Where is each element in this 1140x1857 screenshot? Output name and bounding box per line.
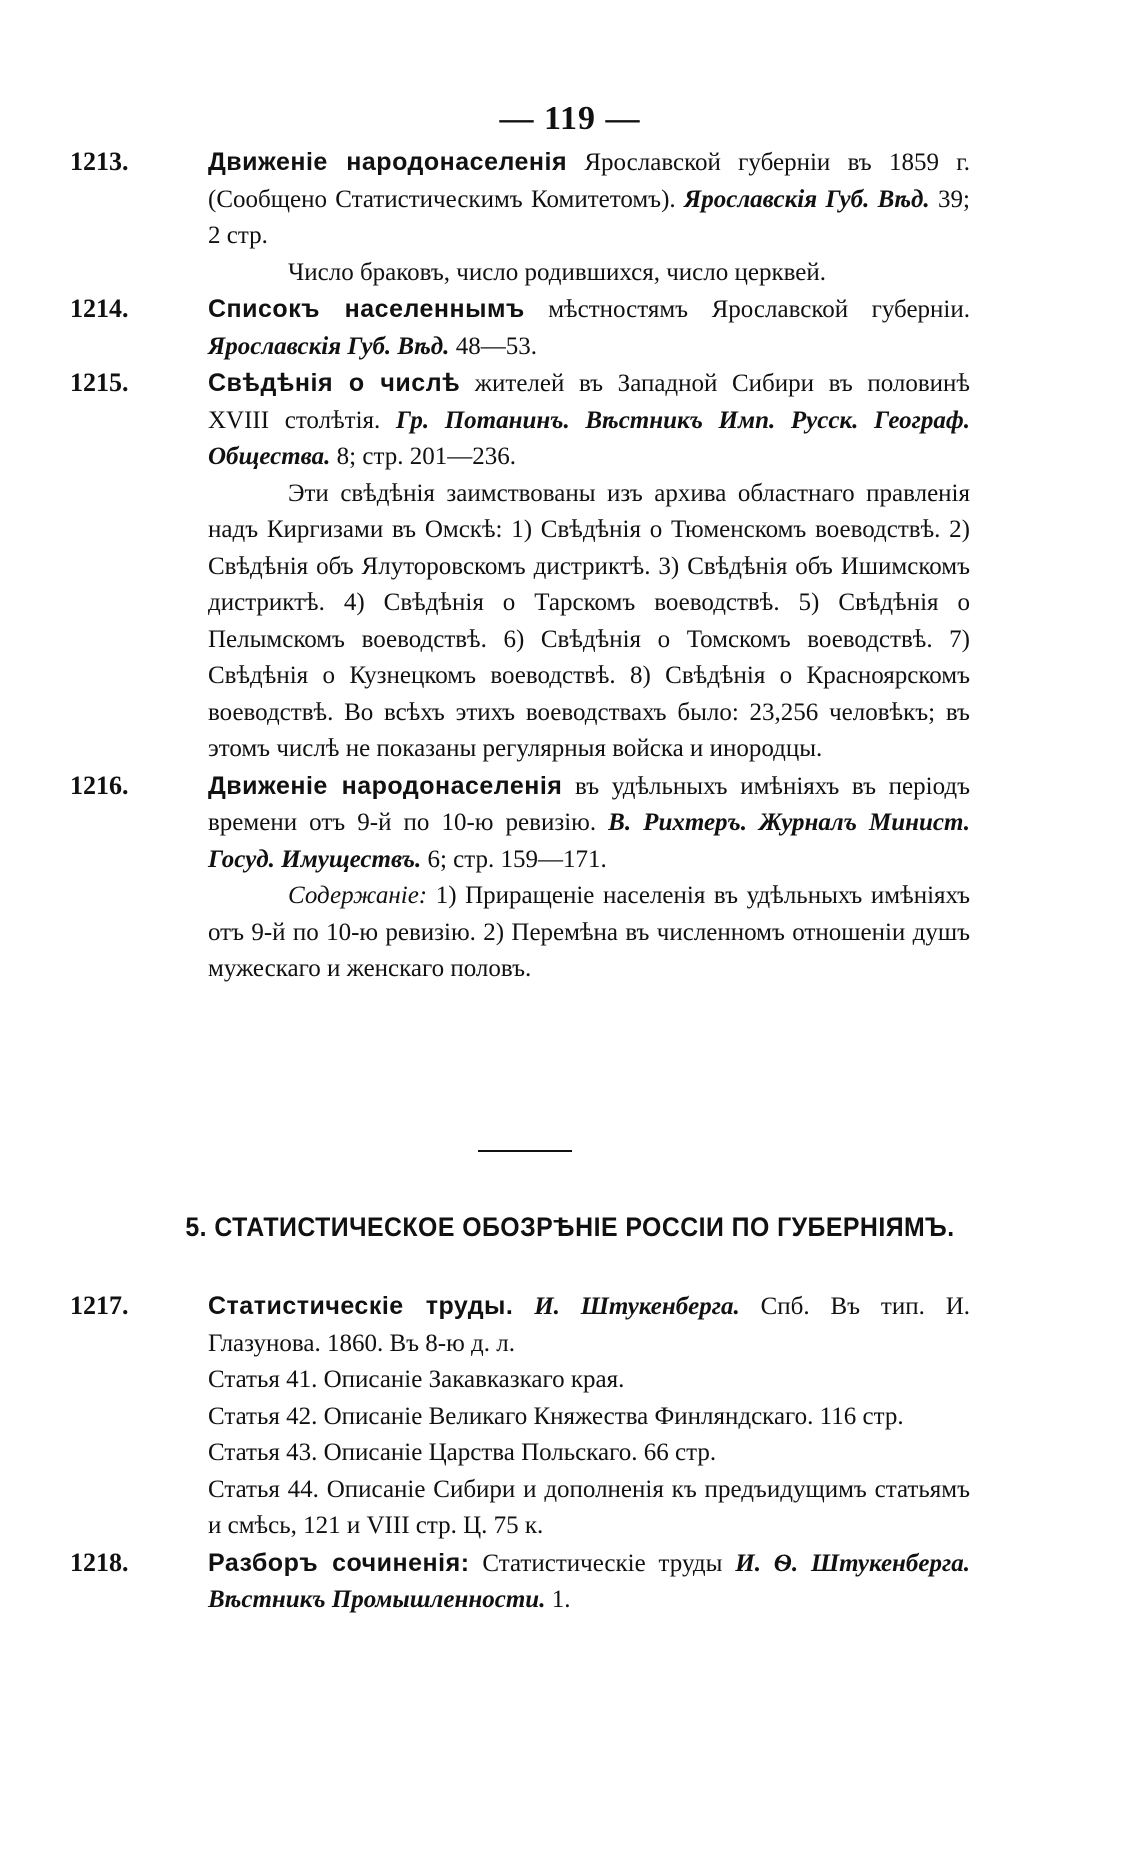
- entry-1218: [70, 1545, 970, 1619]
- entry-contents: [208, 878, 970, 988]
- entry-item: Статья 44. Описаніе Сибири и дополненія къ предъидущимъ статьямъ и смѣсь, 121 и VIII стр. Ц. 75 к.: [208, 1475, 970, 1539]
- entry-text: мѣстностямъ Ярославской губерніи.: [524, 296, 970, 323]
- bibliography-entries-upper: [70, 144, 970, 988]
- entry-1216: [70, 768, 970, 988]
- page-number: — 119 —: [499, 100, 641, 137]
- entry-note: Эти свѣдѣнія заимствованы изъ архива областнаго правленія надъ Киргизами въ Омскѣ: 1) Свѣдѣнія о Тюменскомъ воеводствѣ. 2) Свѣдѣнія объ Ялуторовскомъ дистриктѣ. 3) Свѣдѣнія объ Ишимскомъ дистриктѣ. 4) Свѣдѣнія о Тарскомъ воеводствѣ. 5) Свѣдѣнія о Пелымскомъ воеводствѣ. 6) Свѣдѣнія о Томскомъ воеводствѣ. 7) Свѣдѣнія о Кузнецкомъ воеводствѣ. 8) Свѣдѣнія о Красноярскомъ воеводствѣ. Во всѣхъ этихъ воеводствахъ было: 23,256 человѣкъ; въ этомъ числѣ не показаны регулярныя войска и инородцы.: [208, 479, 970, 762]
- entry-title: Списокъ населеннымъ: [208, 295, 525, 323]
- entry-title: Движеніе народонаселенія: [208, 771, 563, 800]
- entry-title: Статистическіе труды.: [208, 1292, 514, 1320]
- entry-pages: 39; 2 стр.: [208, 185, 970, 249]
- entry-source: Ярославскія Губ. Вѣд.: [208, 332, 450, 360]
- entry-number: 1216.: [70, 770, 129, 800]
- entry-text: жителей въ Западной Сибири въ половинѣ XVIII столѣтія.: [208, 370, 970, 434]
- entry-pages: 8; стр. 201—236.: [330, 443, 516, 470]
- contents-label: Содержаніе:: [288, 882, 428, 909]
- entry-source: Ярославскія Губ. Вѣд.: [684, 185, 930, 213]
- entry-number: 1217.: [70, 1291, 129, 1320]
- contents-text: 1) Приращеніе населенія въ удѣльныхъ имѣніяхъ отъ 9-й по 10-ю ревизію. 2) Перемѣна въ численномъ отношеніи душъ мужескаго и женскаго половъ.: [208, 882, 970, 982]
- entry-number: 1214.: [70, 294, 129, 323]
- entry-text: Статистическіе труды: [469, 1549, 736, 1577]
- entry-1215: [70, 365, 970, 768]
- entry-source: И. Ѳ. Штукенберга. Вѣстникъ Промышленности.: [208, 1549, 970, 1613]
- entry-title: Разборъ сочиненія:: [208, 1548, 470, 1577]
- entry-number: 1215.: [70, 368, 129, 397]
- section-divider: [478, 1150, 572, 1152]
- entry-1213: [70, 144, 970, 291]
- entry-source: В. Рихтеръ. Журналъ Минист. Госуд. Имуществъ.: [208, 809, 970, 873]
- entry-pages: 1.: [545, 1586, 571, 1613]
- entry-note: Число браковъ, число родившихся, число церквей.: [288, 258, 826, 286]
- entry-item: Статья 42. Описаніе Великаго Княжества Финляндскаго. 116 стр.: [208, 1402, 904, 1430]
- entry-publication: Спб. Въ тип. И. Глазунова. 1860. Въ 8-ю д. л.: [208, 1293, 970, 1357]
- bibliography-entries-lower: [70, 1288, 970, 1619]
- entry-item: Статья 43. Описаніе Царства Польскаго. 66 стр.: [208, 1439, 717, 1466]
- entry-pages: 6; стр. 159—171.: [421, 845, 607, 873]
- entry-number: 1213.: [70, 147, 129, 176]
- entry-pages: 48—53.: [449, 332, 537, 360]
- entry-1214: [70, 291, 970, 365]
- section-heading: 5. СТАТИСТИЧЕСКОЕ ОБОЗРѢНІЕ РОССІИ ПО ГУБЕРНІЯМЪ.: [185, 1212, 955, 1242]
- entry-item: Статья 41. Описаніе Закавказкаго края.: [208, 1366, 625, 1393]
- entry-text: Ярославской губерніи въ 1859 г. (Сообщено Статистическимъ Комитетомъ).: [208, 149, 970, 213]
- entry-title: Свѣдѣнія о числѣ: [208, 369, 461, 397]
- entry-text: [513, 1293, 534, 1320]
- entry-1217: [70, 1288, 970, 1545]
- entry-title: Движеніе народонаселенія: [208, 148, 568, 176]
- entry-text: въ удѣльныхъ имѣніяхъ въ періодъ времени отъ 9-й по 10-ю ревизію.: [208, 772, 971, 836]
- entry-number: 1218.: [70, 1547, 129, 1577]
- entry-source: Гр. Потанинъ. Вѣстникъ Имп. Русск. Географ. Общества.: [208, 406, 970, 470]
- entry-source: И. Штукенберга.: [534, 1293, 740, 1320]
